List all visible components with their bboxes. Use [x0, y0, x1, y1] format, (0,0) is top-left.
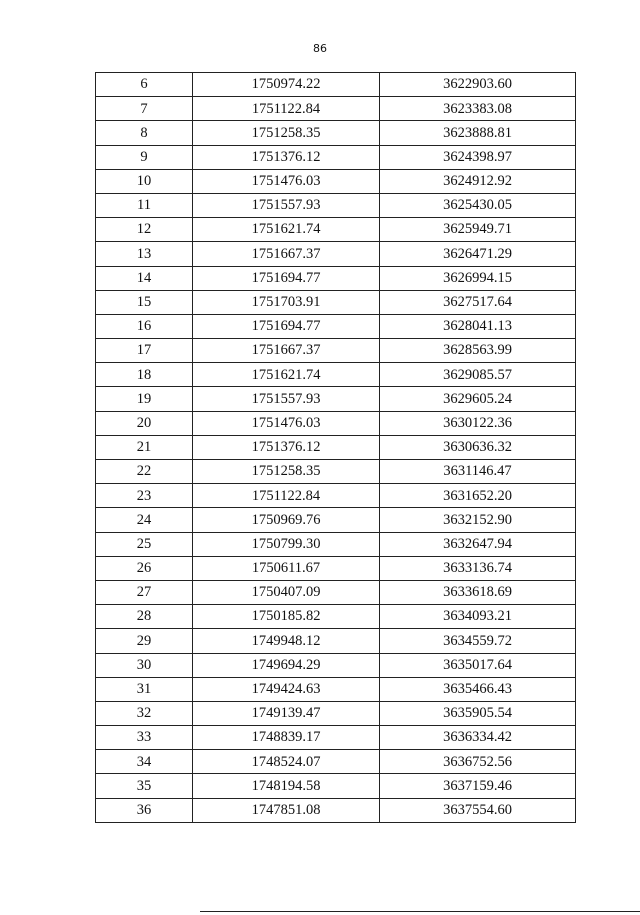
- y-coordinate-cell: 3636752.56: [380, 750, 576, 774]
- y-coordinate-cell: 3623888.81: [380, 121, 576, 145]
- y-coordinate-cell: 3623383.08: [380, 97, 576, 121]
- x-coordinate-cell: 1749694.29: [193, 653, 380, 677]
- x-coordinate-cell: 1751258.35: [193, 121, 380, 145]
- x-coordinate-cell: 1751621.74: [193, 363, 380, 387]
- table-row: [96, 363, 576, 387]
- x-coordinate-cell: 1751376.12: [193, 145, 380, 169]
- coordinates-table-body: [96, 73, 576, 823]
- point-number-cell: 18: [96, 363, 193, 387]
- point-number-cell: 30: [96, 653, 193, 677]
- x-coordinate-cell: 1751376.12: [193, 435, 380, 459]
- y-coordinate-cell: 3628041.13: [380, 314, 576, 338]
- point-number-cell: 29: [96, 629, 193, 653]
- x-coordinate-cell: 1751694.77: [193, 314, 380, 338]
- table-row: [96, 314, 576, 338]
- y-coordinate-cell: 3625430.05: [380, 193, 576, 217]
- x-coordinate-cell: 1751703.91: [193, 290, 380, 314]
- table-row: [96, 798, 576, 822]
- x-coordinate-cell: 1750407.09: [193, 580, 380, 604]
- table-row: [96, 532, 576, 556]
- bottom-rule: [200, 911, 640, 912]
- table-row: [96, 169, 576, 193]
- y-coordinate-cell: 3634093.21: [380, 605, 576, 629]
- y-coordinate-cell: 3636334.42: [380, 726, 576, 750]
- x-coordinate-cell: 1751476.03: [193, 169, 380, 193]
- point-number-cell: 7: [96, 97, 193, 121]
- y-coordinate-cell: 3626471.29: [380, 242, 576, 266]
- table-row: [96, 145, 576, 169]
- x-coordinate-cell: 1751557.93: [193, 193, 380, 217]
- y-coordinate-cell: 3635017.64: [380, 653, 576, 677]
- y-coordinate-cell: 3635466.43: [380, 677, 576, 701]
- x-coordinate-cell: 1750611.67: [193, 556, 380, 580]
- point-number-cell: 32: [96, 701, 193, 725]
- table-row: [96, 97, 576, 121]
- y-coordinate-cell: 3632152.90: [380, 508, 576, 532]
- table-row: [96, 701, 576, 725]
- x-coordinate-cell: 1750974.22: [193, 73, 380, 97]
- table-row: [96, 629, 576, 653]
- coordinates-table: [95, 72, 576, 823]
- point-number-cell: 34: [96, 750, 193, 774]
- table-row: [96, 484, 576, 508]
- y-coordinate-cell: 3637159.46: [380, 774, 576, 798]
- x-coordinate-cell: 1750799.30: [193, 532, 380, 556]
- point-number-cell: 9: [96, 145, 193, 169]
- point-number-cell: 6: [96, 73, 193, 97]
- table-row: [96, 605, 576, 629]
- y-coordinate-cell: 3633618.69: [380, 580, 576, 604]
- point-number-cell: 28: [96, 605, 193, 629]
- y-coordinate-cell: 3624398.97: [380, 145, 576, 169]
- table-row: [96, 339, 576, 363]
- point-number-cell: 19: [96, 387, 193, 411]
- table-row: [96, 266, 576, 290]
- table-row: [96, 750, 576, 774]
- table-row: [96, 774, 576, 798]
- table-row: [96, 726, 576, 750]
- x-coordinate-cell: 1750969.76: [193, 508, 380, 532]
- y-coordinate-cell: 3631146.47: [380, 460, 576, 484]
- page-number: 86: [313, 42, 327, 55]
- point-number-cell: 33: [96, 726, 193, 750]
- x-coordinate-cell: 1748194.58: [193, 774, 380, 798]
- table-row: [96, 460, 576, 484]
- x-coordinate-cell: 1751122.84: [193, 97, 380, 121]
- table-row: [96, 653, 576, 677]
- point-number-cell: 36: [96, 798, 193, 822]
- x-coordinate-cell: 1749948.12: [193, 629, 380, 653]
- x-coordinate-cell: 1751557.93: [193, 387, 380, 411]
- point-number-cell: 17: [96, 339, 193, 363]
- x-coordinate-cell: 1749139.47: [193, 701, 380, 725]
- y-coordinate-cell: 3625949.71: [380, 218, 576, 242]
- table-row: [96, 508, 576, 532]
- table-row: [96, 580, 576, 604]
- x-coordinate-cell: 1748839.17: [193, 726, 380, 750]
- point-number-cell: 13: [96, 242, 193, 266]
- point-number-cell: 22: [96, 460, 193, 484]
- point-number-cell: 31: [96, 677, 193, 701]
- y-coordinate-cell: 3624912.92: [380, 169, 576, 193]
- point-number-cell: 35: [96, 774, 193, 798]
- y-coordinate-cell: 3629085.57: [380, 363, 576, 387]
- y-coordinate-cell: 3635905.54: [380, 701, 576, 725]
- y-coordinate-cell: 3628563.99: [380, 339, 576, 363]
- point-number-cell: 23: [96, 484, 193, 508]
- y-coordinate-cell: 3632647.94: [380, 532, 576, 556]
- table-row: [96, 193, 576, 217]
- point-number-cell: 14: [96, 266, 193, 290]
- y-coordinate-cell: 3622903.60: [380, 73, 576, 97]
- point-number-cell: 24: [96, 508, 193, 532]
- y-coordinate-cell: 3630122.36: [380, 411, 576, 435]
- table-row: [96, 218, 576, 242]
- x-coordinate-cell: 1751122.84: [193, 484, 380, 508]
- point-number-cell: 8: [96, 121, 193, 145]
- point-number-cell: 21: [96, 435, 193, 459]
- x-coordinate-cell: 1751621.74: [193, 218, 380, 242]
- x-coordinate-cell: 1749424.63: [193, 677, 380, 701]
- table-row: [96, 387, 576, 411]
- y-coordinate-cell: 3627517.64: [380, 290, 576, 314]
- table-row: [96, 73, 576, 97]
- y-coordinate-cell: 3630636.32: [380, 435, 576, 459]
- y-coordinate-cell: 3637554.60: [380, 798, 576, 822]
- table-row: [96, 556, 576, 580]
- table-row: [96, 290, 576, 314]
- point-number-cell: 12: [96, 218, 193, 242]
- point-number-cell: 20: [96, 411, 193, 435]
- x-coordinate-cell: 1751694.77: [193, 266, 380, 290]
- point-number-cell: 26: [96, 556, 193, 580]
- point-number-cell: 15: [96, 290, 193, 314]
- x-coordinate-cell: 1751667.37: [193, 242, 380, 266]
- y-coordinate-cell: 3626994.15: [380, 266, 576, 290]
- point-number-cell: 10: [96, 169, 193, 193]
- x-coordinate-cell: 1751476.03: [193, 411, 380, 435]
- y-coordinate-cell: 3633136.74: [380, 556, 576, 580]
- y-coordinate-cell: 3629605.24: [380, 387, 576, 411]
- x-coordinate-cell: 1750185.82: [193, 605, 380, 629]
- x-coordinate-cell: 1747851.08: [193, 798, 380, 822]
- y-coordinate-cell: 3631652.20: [380, 484, 576, 508]
- point-number-cell: 16: [96, 314, 193, 338]
- x-coordinate-cell: 1751258.35: [193, 460, 380, 484]
- x-coordinate-cell: 1751667.37: [193, 339, 380, 363]
- y-coordinate-cell: 3634559.72: [380, 629, 576, 653]
- table-row: [96, 435, 576, 459]
- point-number-cell: 27: [96, 580, 193, 604]
- point-number-cell: 25: [96, 532, 193, 556]
- x-coordinate-cell: 1748524.07: [193, 750, 380, 774]
- table-row: [96, 121, 576, 145]
- table-row: [96, 242, 576, 266]
- table-row: [96, 411, 576, 435]
- point-number-cell: 11: [96, 193, 193, 217]
- table-row: [96, 677, 576, 701]
